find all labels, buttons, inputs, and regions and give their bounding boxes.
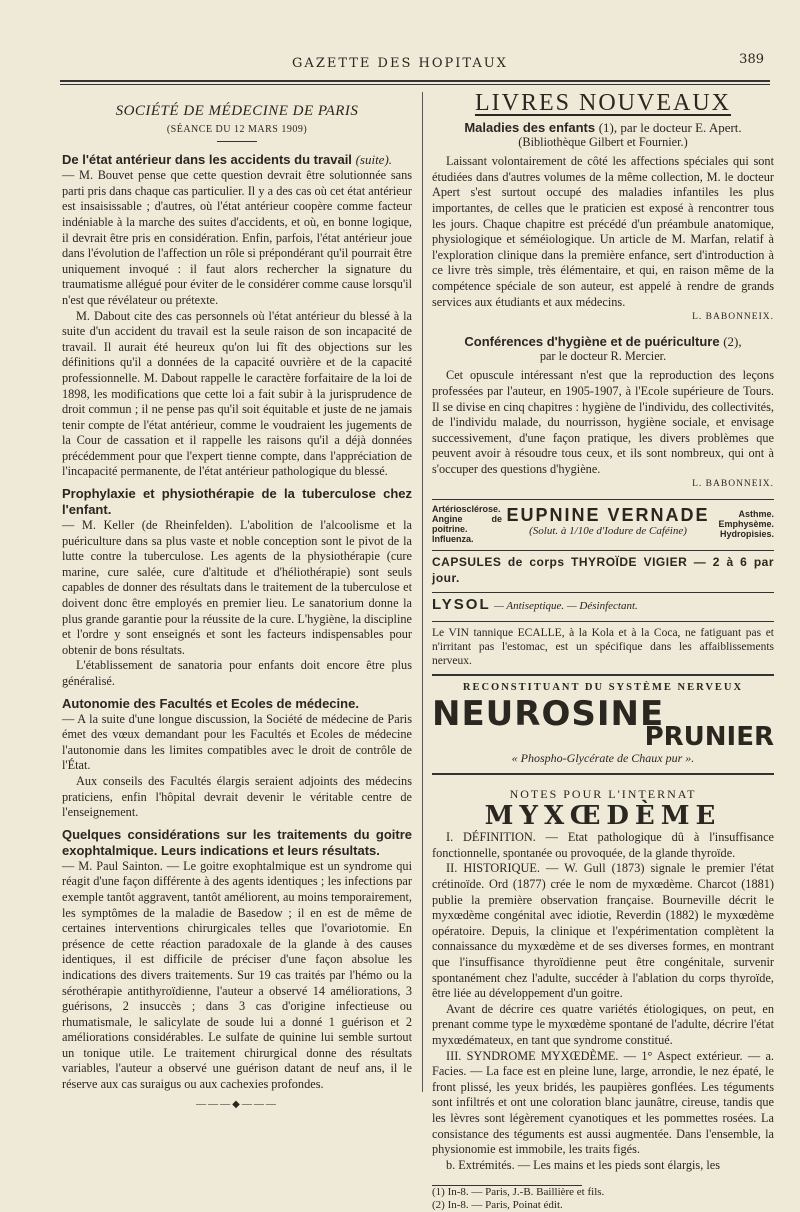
paragraph: M. Dabout cite des cas personnels où l'état antérieur du blessé à la suite d'un accident du travail est la seule raison de son incapacité de travail. Il aurait été heureux qu'on lui fît des objections sur les définitions qu'il a données de la capacité ouvrière et de la capacité professionnelle. M. Dabout rappelle le caractère forfaitaire de la loi de 1898, les modifications que cette loi a fait subir à la jurisprudence de droit commun ; il ne pense pas qu'il soit équitable et juste de ne jamais tenir compte de l'état antérieur, comme le voudraient les jugements de la Cour de cassation et il rappelle les raisons qu'il a déjà données précédemment pour que l'expert tienne compte, dans l'appréciation de l'incapacité permanente, de l'état antérieur pathologique du blessé. bbox=[62, 308, 412, 479]
ad-neurosine-tagline: « Phospho-Glycérate de Chaux pur ». bbox=[511, 751, 695, 766]
article-heading: De l'état antérieur dans les accidents du travail (suite). bbox=[62, 152, 393, 168]
ad-neurosine-brand: PRUNIER bbox=[644, 722, 774, 753]
notes-heading: NOTES POUR L'INTERNAT bbox=[509, 787, 697, 802]
paragraph: Cet opuscule intéressant n'est que la reproduction des leçons professées par l'auteur, en 1905-1907, à l'Ecole supérieure de Tours. Il se divise en cinq chapitres : hygiène de l'individu, des collectivités, de l'individu malade, du nourrisson, hygiène sociale, et envisage successivement, d'une façon pratique, les divers problèmes que peuvent avoir à résoudre tous ceux, et ils sont nombreux, qui ont à s'occuper des questions d'hygiène. bbox=[432, 368, 774, 476]
paragraph: Avant de décrire ces quatre variétés étiologiques, on peut, en prenant comme type le myxœdème spontané de l'adulte, décrire l'état myxœdémateux, en tant que syndrome constitué. bbox=[432, 1001, 774, 1047]
ad-neurosine bbox=[432, 674, 774, 775]
livres-title: LIVRES NOUVEAUX bbox=[475, 90, 731, 116]
ad-center bbox=[506, 505, 710, 539]
ad-neurosine-top: RECONSTITUANT DU SYSTÈME NERVEUX bbox=[462, 681, 744, 693]
paragraph: L'établissement de sanatoria pour enfants doit encore être plus généralisé. bbox=[62, 658, 412, 688]
article-heading: Quelques considérations sur les traitements du goitre exophtalmique. Leurs indications et leurs résultats. bbox=[62, 826, 412, 858]
book-subheading: (Bibliothèque Gilbert et Fournier.) bbox=[518, 134, 688, 149]
paragraph: Laissant volontairement de côté les affections spéciales qui sont étudiées dans d'autres volumes de la même collection, M. le docteur Apert s'est surtout occupé des maladies infantiles les plus importantes, de celles que le praticien est exposé à rencontrer tous les jours. Chaque chapitre est précédé d'un préambule anatomique, physiologique et séméiologique. Un article de M. Marfan, relatif à l'exploration clinique dans la première enfance, sert d'introduction à ce livre très simple, très élémentaire, et qui, en raison même de la compétence spéciale de son auteur, est appelé à rendre de grands services aux étudiants et aux médecins. bbox=[432, 154, 774, 309]
footnote: (2) In-8. — Paris, Poinat édit. bbox=[432, 1199, 563, 1212]
paragraph: — M. Bouvet pense que cette question devrait être solutionnée sans parti pris dans chaque cas particulier. Il y a des cas où cet état antérieur est insaisissable ; d'autres, où l'état antérieur coopère comme facteur indéniable à la marche des suites d'accidents, et où, en bonne logique, il devrait être pris en considération. Enfin, parfois, l'état antérieur joue dans l'évolution de l'affection un rôle si prépondérant qu'il pourrait être uniquement invoqué : il faut alors rechercher la signature du traumatisme allégué pour éviter de le considérer comme cause lorsqu'il n'est que révélateur ou prétexte. bbox=[62, 168, 412, 307]
short-rule bbox=[217, 141, 257, 142]
paragraph: III. SYNDROME MYXŒDÈME. — 1° Aspect extérieur. — a. Facies. — La face est en pleine lune, large, arrondie, le nez épaté, le front plissé, les yeux bridés, les paupières gonflées. Les téguments sont infiltrés et ont une coloration blanc jaunâtre, cireuse, tandis que les lèvres sont légèrement cyanotiques et les pommettes rosées. La consistance des téguments est aussi augmentée. Dans l'ensemble, la physionomie est immobile, les traits figés. bbox=[432, 1048, 774, 1157]
book-heading: Conférences d'hygiène et de puériculture (2), bbox=[464, 333, 742, 349]
left-column bbox=[62, 98, 412, 1112]
ad-indications-right: Asthme. Emphysème. Hydropisies. bbox=[718, 509, 774, 540]
paragraph: — M. Paul Sainton. — Le goitre exophtalmique est un syndrome qui réagit d'une façon différente à des agents identiques ; les infections par exemple tantôt aggravent, tantôt améliorent, au moins temporairement, les symptômes de la maladie de Basedow ; il en est de même de certaines interventions chirurgicales telles que l'ovariotomie. En présence de cette réaction paradoxale de la glande à des causes identiques, il est difficile de préciser d'une façon absolue les indications des divers traitements. Sur 19 cas traités par l'hémo ou la sérothérapie antithyroïdienne, l'auteur a observé 14 améliorations, 3 guérisons, 2 insuccès ; dans 3 cas d'origine infectieuse ou rhumatismale, le salicylate de soude lui a donné 1 guérison et 2 améliorations considérables. Le sulfate de quinine lui semble surtout un tonique utile. Le traitement chirurgical donne des résultats variables, l'auteur a observé une guérison datant de neuf ans, il le réserve aux cas suraigus ou aux cachexies profondes. bbox=[62, 858, 412, 1092]
ad-neurosine-name: NEUROSINE bbox=[432, 694, 665, 735]
paragraph: I. DÉFINITION. — Etat pathologique dû à l'insuffisance fonctionnelle, spontanée ou provoquée, de la glande thyroïde. bbox=[432, 830, 774, 860]
footnote: (1) In-8. — Paris, J.-B. Baillière et fils. bbox=[432, 1186, 605, 1199]
header-rule bbox=[60, 80, 770, 82]
paragraph: Aux conseils des Facultés élargis seraient adjoints des médecins praticiens, enfin l'hôpital devrait devenir le véritable centre de l'enseignement. bbox=[62, 773, 412, 820]
section-title: SOCIÉTÉ DE MÉDECINE DE PARIS bbox=[115, 103, 359, 119]
paragraph: II. HISTORIQUE. — W. Gull (1873) signale le premier l'état crétinoïde. Ord (1877) crée le nom de myxœdème. Charcot (1881) publie la première observation française. Bourneville décrit le myxœdème congénital avec idiotie, Reverdin (1882) le myxœdème opératoire. Depuis, la clinique et l'expérimentation complètent la connaissance du myxœdème et de ses diverses formes, en montrant que l'insuffisance thyroïdienne peut être congénitale, survenir spontanément chez l'adulte, succéder à l'ablation du corps thyroïde, être liée au développement d'un goitre. bbox=[432, 861, 774, 1001]
paragraph: — M. Keller (de Rheinfelden). L'abolition de l'alcoolisme et la puériculture dans sa plus vaste et noble conception sont le pivot de la lutte contre la tuberculose. Les agents de la physiothérapie (cure marine, cure salée, cure d'altitude et d'héliothérapie) sont seuls capables de donner des résultats dans le traitement de la tuberculose et doivent donc être employés en premier lieu. Le sanatorium donne la plus grande garantie pour la réussite de la cure. L'hygiène, la discipline et l'ordre y sont enseignés et sont les facteurs indispensables pour obtenir de bons résultats. bbox=[62, 518, 412, 657]
book-heading: Maladies des enfants (1), par le docteur E. Apert. bbox=[464, 119, 742, 135]
ad-vin-ecalle: Le VIN tannique ECALLE, à la Kola et à la Coca, ne fatiguant pas et n'irritant pas l'estomac, est un spécifique dans les affaiblissements nerveux. bbox=[432, 621, 774, 668]
header-rule-thin bbox=[60, 84, 770, 85]
ad-formula: (Solut. à 1/10e d'Iodure de Caféine) bbox=[529, 525, 687, 538]
signature: L. BABONNEIX. bbox=[692, 312, 774, 323]
page-number: 389 bbox=[739, 52, 764, 67]
column-separator bbox=[422, 92, 423, 1092]
ad-indications: Artériosclérose. Angine de poitrine. Influenza. bbox=[432, 504, 502, 545]
ad-eupnine bbox=[432, 499, 774, 544]
notes-title: MYXŒDÈME bbox=[484, 800, 722, 831]
ad-lysol: LYSOL — Antiseptique. — Désinfectant. bbox=[432, 592, 774, 615]
running-head: GAZETTE DES HOPITAUX bbox=[292, 56, 508, 71]
paragraph: b. Extrémités. — Les mains et les pieds sont élargis, les bbox=[446, 1157, 721, 1172]
ad-product: EUPNINE VERNADE bbox=[506, 505, 710, 526]
article-heading: Prophylaxie et physiothérapie de la tuberculose chez l'enfant. bbox=[62, 486, 412, 518]
section-subtitle: (SÉANCE DU 12 MARS 1909) bbox=[166, 123, 308, 135]
article-heading: Autonomie des Facultés et Ecoles de médecine. bbox=[62, 695, 359, 711]
end-ornament-icon: ———◆——— bbox=[196, 1098, 278, 1110]
ad-capsules: CAPSULES de corps THYROÏDE VIGIER — 2 à 6 par jour. bbox=[432, 550, 774, 586]
paragraph: — A la suite d'une longue discussion, la Société de médecine de Paris émet des vœux demandant pour les Facultés et Ecoles de médecine l'autonomie dans les limites compatibles avec le droit de contrôle de l'État. bbox=[62, 711, 412, 773]
book-subheading: par le docteur R. Mercier. bbox=[539, 348, 667, 363]
right-column bbox=[432, 90, 774, 1212]
signature: L. BABONNEIX. bbox=[692, 479, 774, 490]
